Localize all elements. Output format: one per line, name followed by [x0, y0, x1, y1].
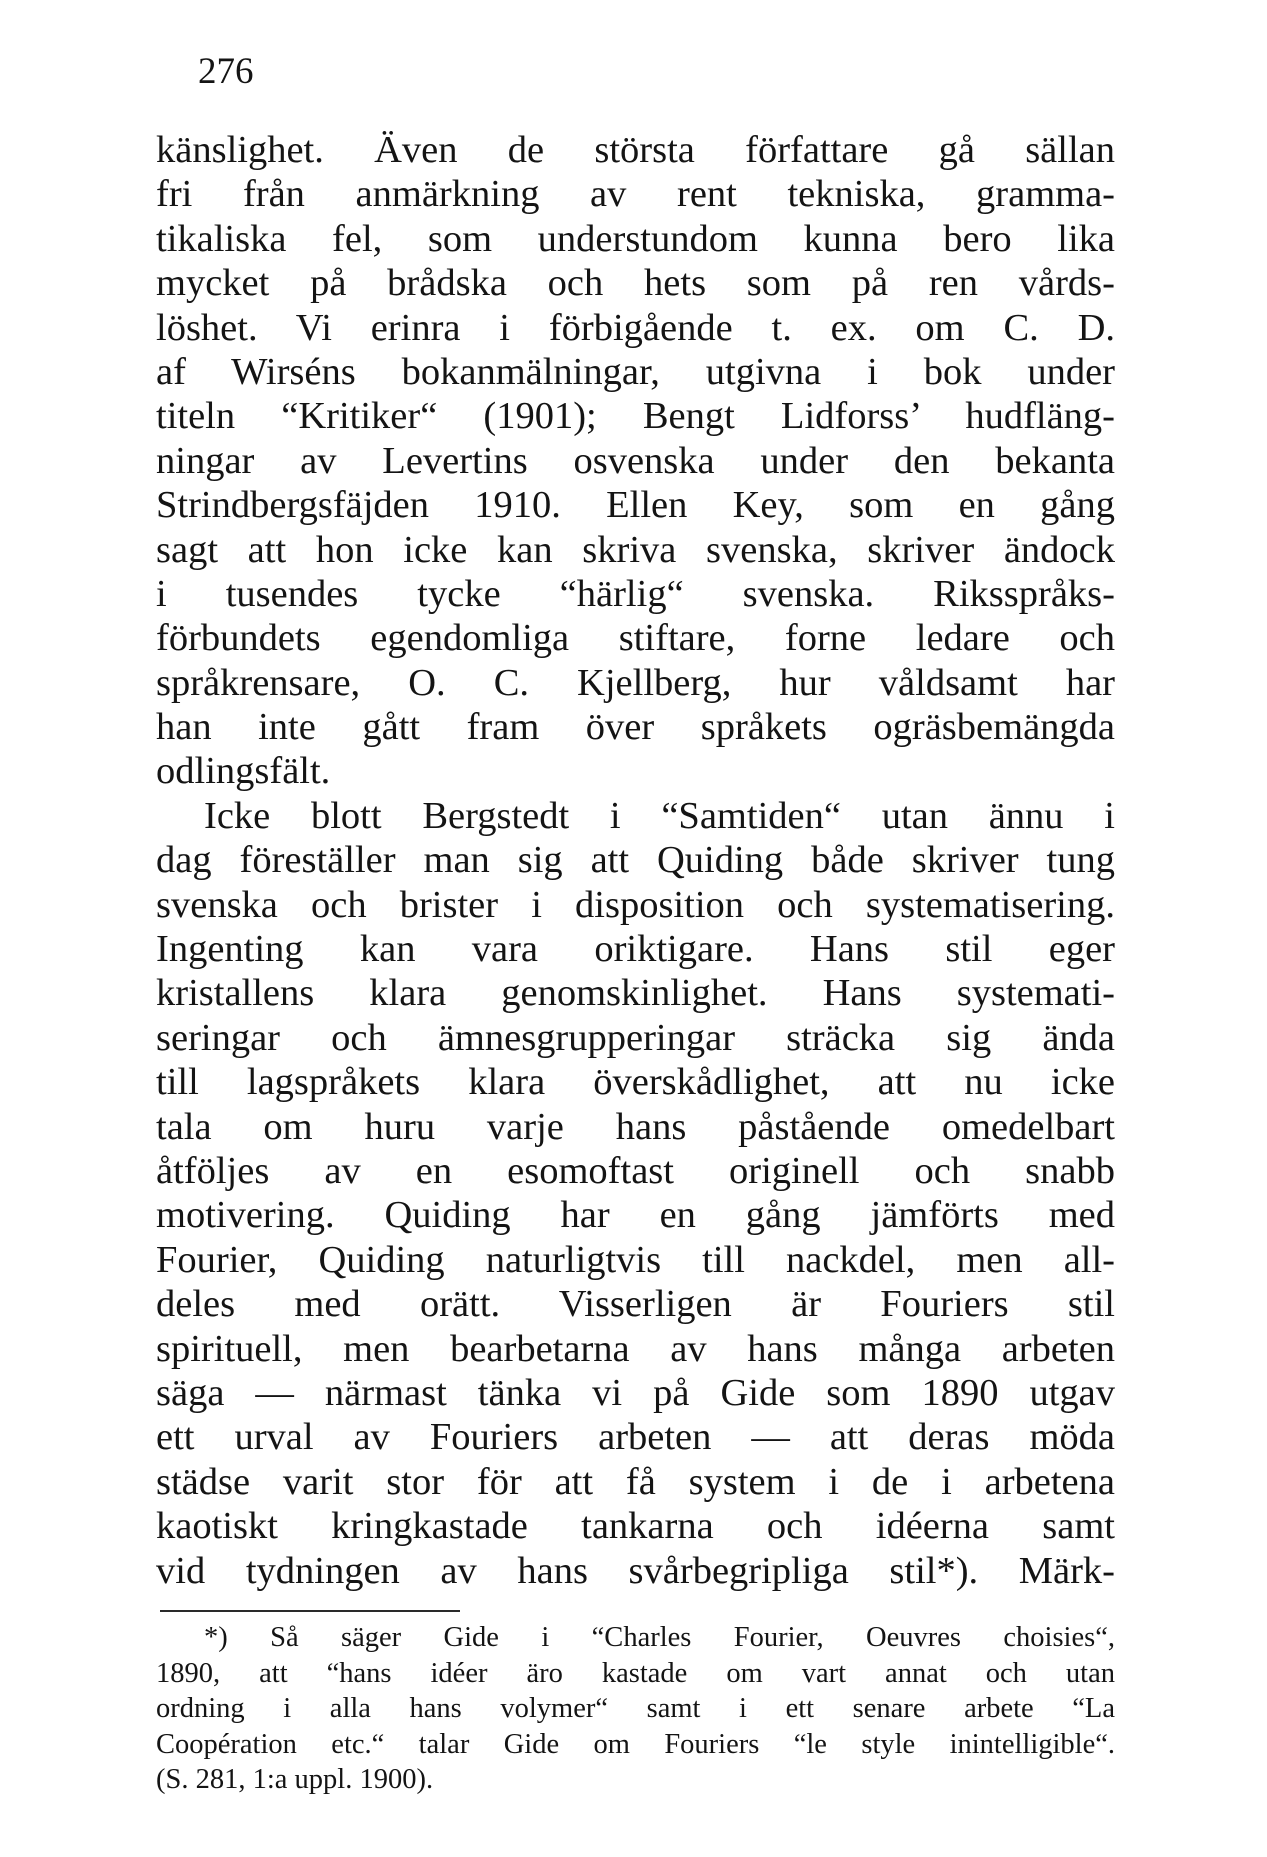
text-line: han inte gått fram över språkets ogräsbemängda [156, 706, 1115, 749]
text-line: till lagspråkets klara överskådlighet, att nu icke [156, 1061, 1115, 1104]
text-line: åtföljes av en esomoftast originell och snabb [156, 1149, 1115, 1192]
text-line: Ingenting kan vara oriktigare. Hans stil eger [156, 928, 1115, 971]
text-line: städse varit stor för att få system i de i arbetena [156, 1460, 1115, 1503]
text-line: tikaliska fel, som understundom kunna bero lika [156, 217, 1115, 260]
text-line: mycket på brådska och hets som på ren vårds- [156, 262, 1115, 305]
text-line: odlingsfält. [156, 750, 331, 793]
text-line: seringar och ämnesgrupperingar sträcka sig ända [156, 1016, 1115, 1059]
footnote-line: (S. 281, 1:a uppl. 1900). [156, 1764, 434, 1795]
text-line: ett urval av Fouriers arbeten — att deras möda [156, 1416, 1115, 1459]
text-line: titeln “Kritiker“ (1901); Bengt Lidforss’ hudfläng- [156, 395, 1115, 438]
page-number: 276 [198, 51, 254, 92]
footnote-line: *) Så säger Gide i “Charles Fourier, Oeuvres choisies“, [204, 1622, 1115, 1653]
text-line: spirituell, men bearbetarna av hans många arbeten [156, 1327, 1115, 1370]
body-text [156, 128, 1115, 1593]
footnote-rule [160, 1610, 460, 1612]
text-line: kaotiskt kringkastade tankarna och idéerna samt [156, 1505, 1115, 1548]
text-line: fri från anmärkning av rent tekniska, gramma- [156, 173, 1115, 216]
text-line: vid tydningen av hans svårbegripliga stil*). Märk- [156, 1549, 1115, 1592]
text-line: svenska och brister i disposition och systematisering. [156, 883, 1115, 926]
text-line: deles med orätt. Visserligen är Fouriers stil [156, 1283, 1115, 1326]
text-line: af Wirséns bokanmälningar, utgivna i bok under [156, 350, 1115, 393]
footnote-line: Coopération etc.“ talar Gide om Fouriers “le style inintelligible“. [156, 1728, 1115, 1760]
text-line: Icke blott Bergstedt i “Samtiden“ utan ännu i [204, 794, 1115, 837]
text-line: dag föreställer man sig att Quiding både skriver tung [156, 839, 1115, 882]
text-line: Fourier, Quiding naturligtvis till nackdel, men all- [156, 1238, 1115, 1281]
text-line: tala om huru varje hans påstående omedelbart [156, 1105, 1115, 1148]
text-line: språkrensare, O. C. Kjellberg, hur våldsamt har [156, 661, 1115, 704]
text-line: känslighet. Även de största författare gå sällan [156, 129, 1115, 171]
text-line: i tusendes tycke “härlig“ svenska. Riksspråks- [156, 572, 1115, 615]
text-line: förbundets egendomliga stiftare, forne ledare och [156, 617, 1115, 660]
footnote [156, 1620, 1115, 1798]
text-line: ningar av Levertins osvenska under den bekanta [156, 439, 1115, 482]
text-line: kristallens klara genomskinlighet. Hans systemati- [156, 972, 1115, 1015]
text-line: sagt att hon icke kan skriva svenska, skriver ändock [156, 528, 1115, 571]
footnote-line: 1890, att “hans idéer äro kastade om vart annat och utan [156, 1657, 1115, 1689]
text-line: Strindbergsfäjden 1910. Ellen Key, som en gång [156, 484, 1115, 527]
text-line: motivering. Quiding har en gång jämförts med [156, 1194, 1115, 1237]
text-line: säga — närmast tänka vi på Gide som 1890 utgav [156, 1371, 1115, 1414]
footnote-line: ordning i alla hans volymer“ samt i ett senare arbete “La [156, 1693, 1115, 1724]
text-line: löshet. Vi erinra i förbigående t. ex. om C. D. [156, 306, 1115, 349]
